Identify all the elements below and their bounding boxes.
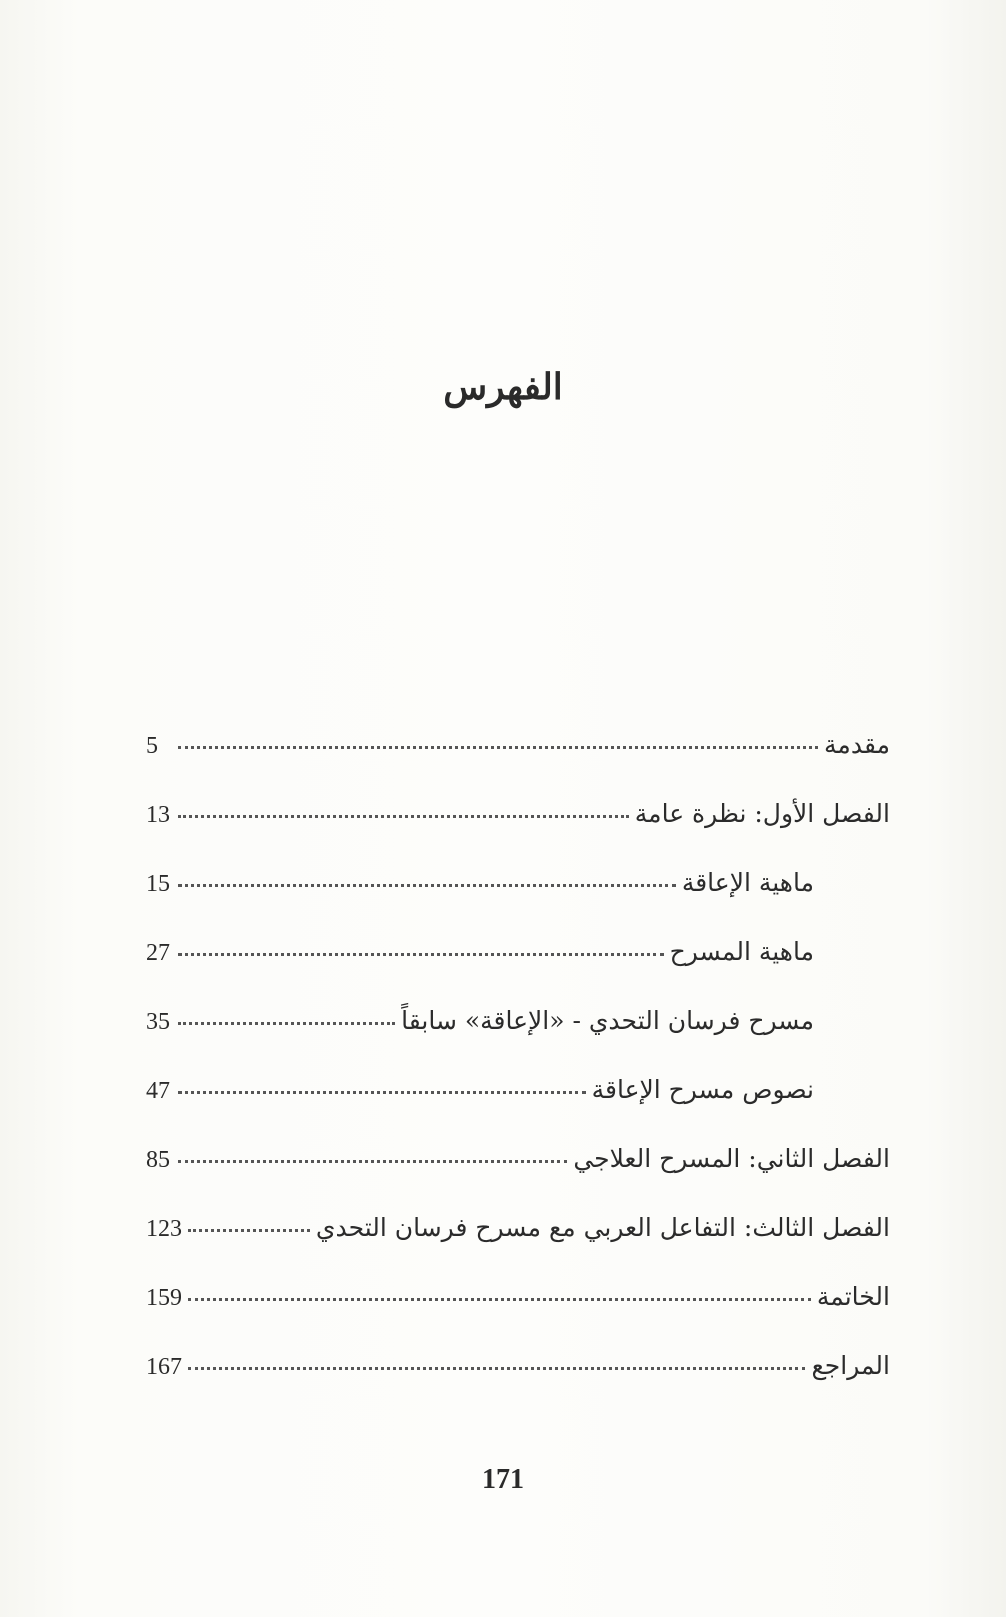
toc-entry <box>146 730 890 799</box>
toc-entry-title: مسرح فرسان التحدي - «الإعاقة» سابقاً <box>401 1006 814 1035</box>
dot-leader <box>178 1091 586 1094</box>
toc-entry-page: 35 <box>146 1009 170 1035</box>
toc-entry-title: الفصل الثاني: المسرح العلاجي <box>573 1144 890 1173</box>
dot-leader <box>178 1160 567 1163</box>
toc-entry-page: 85 <box>146 1147 170 1173</box>
toc-entry-title: ماهية المسرح <box>669 937 814 966</box>
dot-leader <box>178 815 629 818</box>
dot-leader <box>178 1022 395 1025</box>
toc-entry-title: الفصل الأول: نظرة عامة <box>634 799 890 828</box>
page-heading: الفهرس <box>443 366 563 408</box>
toc-entry-page: 13 <box>146 802 170 828</box>
toc-entry-page: 159 <box>146 1285 182 1311</box>
toc-entry <box>146 1213 890 1282</box>
toc-entry <box>146 1075 890 1144</box>
dot-leader <box>188 1298 811 1301</box>
toc-entry <box>146 937 890 1006</box>
toc-entry-page: 47 <box>146 1078 170 1104</box>
toc-entry-title: ماهية الإعاقة <box>681 868 814 897</box>
toc-entry <box>146 1282 890 1351</box>
page-number: 171 <box>482 1464 524 1495</box>
toc-entry-title: مقدمة <box>824 730 890 759</box>
dot-leader <box>178 884 676 887</box>
dot-leader <box>178 953 664 956</box>
toc-entry-title: المراجع <box>811 1351 890 1380</box>
toc-entry-page: 15 <box>146 871 170 897</box>
table-of-contents <box>146 730 890 1420</box>
dot-leader <box>178 746 818 749</box>
dot-leader <box>188 1367 805 1370</box>
toc-entry <box>146 1351 890 1420</box>
toc-entry-title: الفصل الثالث: التفاعل العربي مع مسرح فرسان التحدي <box>315 1213 890 1242</box>
toc-entry <box>146 1144 890 1213</box>
toc-entry <box>146 868 890 937</box>
toc-entry-page: 123 <box>146 1216 182 1242</box>
toc-entry-title: الخاتمة <box>816 1282 890 1311</box>
toc-entry-page: 167 <box>146 1354 182 1380</box>
toc-entry-page: 27 <box>146 940 170 966</box>
dot-leader <box>188 1229 310 1232</box>
toc-entry-title: نصوص مسرح الإعاقة <box>591 1075 814 1104</box>
toc-entry <box>146 1006 890 1075</box>
toc-entry <box>146 799 890 868</box>
toc-entry-page: 5 <box>146 733 158 759</box>
